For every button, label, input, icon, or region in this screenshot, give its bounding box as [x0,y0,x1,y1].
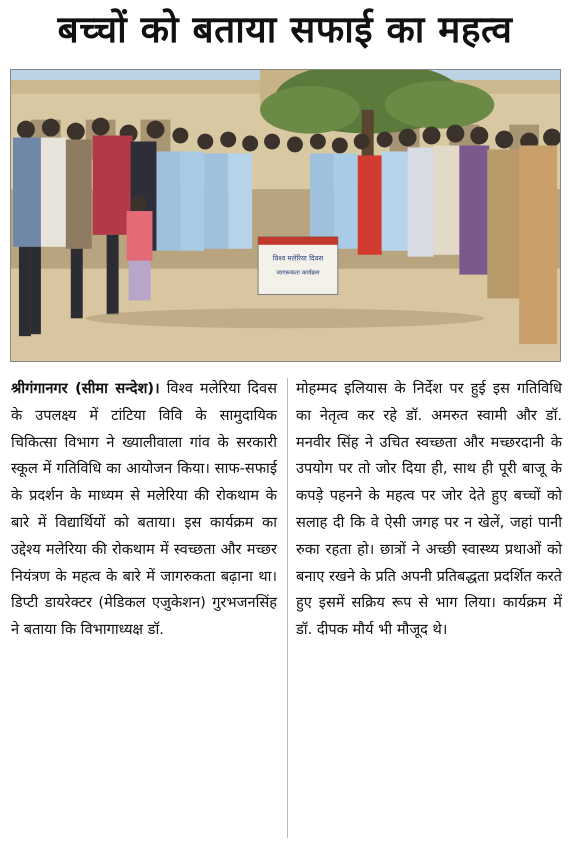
article-column-right [296,376,562,644]
article-text-right: मोहम्मद इलियास के निर्देश पर हुई इस गतिविधि का नेतृत्व कर रहे डॉ. अमरुत स्वामी और डॉ. मनवीर सिंह ने उचित स्वच्छता और मच्छरदानी के उपयोग पर तो जोर दिया ही, साथ ही पूरी बाजू के कपड़े पहनने के महत्व पर जोर देते हुए बच्चों को सलाह दी कि वे ऐसी जगह पर न खेलें, जहां पानी रुका रहता हो। छात्रों ने अच्छी स्वास्थ्य प्रथाओं को बनाए रखने के प्रति अपनी प्रतिबद्धता प्रदर्शित करते हुए इसमें सक्रिय रूप से भाग लिया। कार्यक्रम में डॉ. दीपक मौर्य भी मौजूद थे। [296,380,562,639]
dateline: श्रीगंगानगर (सीमा सन्देश)। [11,380,160,397]
column-divider [287,378,288,838]
banner-line-2: जागरूकता कार्यक्रम [276,269,320,277]
headline: बच्चों को बताया सफाई का महत्व [57,8,513,51]
group-photo-illustration [11,70,560,361]
article-text-left: विश्व मलेरिया दिवस के उपलक्ष्य में टांटिया विवि के सामुदायिक चिकित्सा विभाग ने ख्यालीवाला गांव के सरकारी स्कूल में गतिविधि का आयोजन किया। साफ-सफाई के प्रदर्शन के माध्यम से मलेरिया की रोकथाम के बारे में विद्यार्थियों को बताया। इस कार्यक्रम का उद्देश्य मलेरिया की रोकथाम में स्वच्छता और मच्छर नियंत्रण के महत्व के बारे में जागरुकता बढ़ाना था। डिप्टी डायरेक्टर (मेडिकल एजुकेशन) गुरभजनसिंह ने बताया कि विभागाध्यक्ष डॉ. [11,380,278,639]
article-column-left [11,376,277,644]
banner-line-1: विश्व मलेरिया दिवस [272,254,324,263]
news-photo [10,69,561,362]
